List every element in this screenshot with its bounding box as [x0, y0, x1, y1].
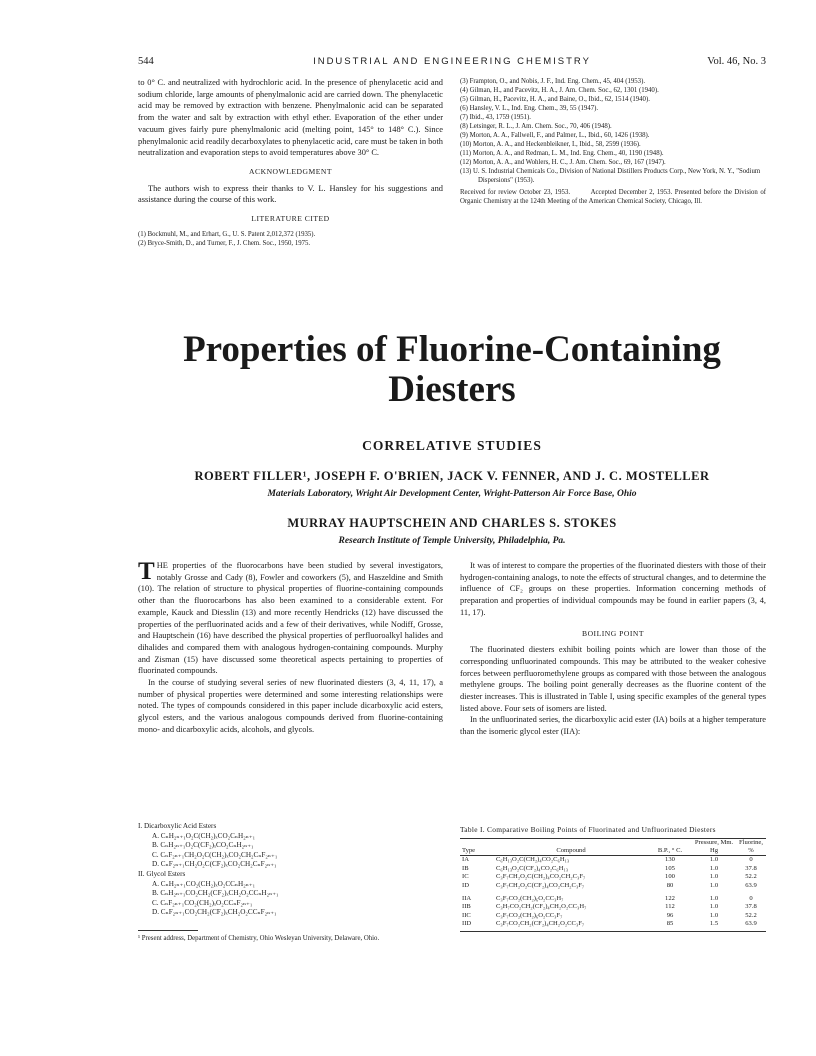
cell-bp: 112: [665, 903, 675, 911]
table-row: [460, 856, 766, 864]
reference: (13) U. S. Industrial Chemicals Co., Division of National Distillers Products Corp., New York, N. Y., "Sodium Dispersions" (1953).: [460, 168, 761, 184]
cell-pressure: 1.0: [709, 881, 719, 889]
cell-pressure: 1.5: [709, 920, 719, 928]
cell-type: ID: [462, 881, 469, 889]
body-paragraph: It was of interest to compare the properties of the fluorinated diesters with those of their hydrogen-containing analogs, to note the effects of structural changes, and to determine the influence of CF₂ groups on these properties. Information concerning methods of preparation and properties of individual compounds may be found in earlier papers (3, 4, 11, 17).: [460, 561, 766, 617]
title-line-2: Diesters: [388, 369, 516, 410]
list-item: C. CₙF₂ₙ₊₁CO₂(CH₂)ₓO₂CCₙF₂ₙ₊₁: [152, 898, 253, 907]
authors-line-2: MURRAY HAUPTSCHEIN AND CHARLES S. STOKES: [287, 516, 617, 530]
cell-compound: C₃F₇CO₂(CH₂)₆O₂CC₃F₇: [496, 911, 563, 919]
affiliation-2: Research Institute of Temple University, Philadelphia, Pa.: [338, 536, 566, 546]
table-1: [460, 825, 766, 932]
cell-compound: C₃F₇CO₂(CH₂)₆O₂CC₃H₇: [496, 895, 564, 903]
cell-type: IID: [462, 920, 472, 928]
body-paragraph: The fluorinated diesters exhibit boiling points which are lower than those of the corresponding unfluorinated compounds. This may be attributed to the weaker cohesive forces between perfluoromethylene groups as compared with those between the analogous methylene groups. The boiling point generally decreases as the fluorine content of the diester increases. This is illustrated in Table I, using specific examples of the general types listed above. Four sets of isomers are listed.: [460, 645, 766, 713]
cell-type: IC: [462, 873, 469, 881]
affiliation-1: Materials Laboratory, Wright Air Development Center, Wright-Patterson Air Force Base, Ohio: [267, 489, 637, 499]
title-line-1: Properties of Fluorine-Containing: [183, 329, 721, 370]
reference: (1) Bockmuhl, M., and Erhart, G., U. S. Patent 2,012,372 (1935).: [138, 230, 316, 238]
cell-type: IIB: [462, 903, 471, 911]
authors-line-1: ROBERT FILLER¹, JOSEPH F. O'BRIEN, JACK V. FENNER, AND J. C. MOSTELLER: [194, 469, 710, 483]
footnote: [138, 930, 443, 943]
cell-bp: 96: [666, 911, 674, 919]
header-compound: Compound: [556, 847, 586, 854]
table-bottom-rule: [460, 931, 766, 932]
boiling-point-heading: BOILING POINT: [582, 628, 644, 638]
prev-article-paragraph: to 0° C. and neutralized with hydrochloric acid. In the presence of phenylacetic acid and sodium chloride, large amounts of phenylmalonic acid are carried down. The phenylacetic acid may be removed by extraction with benzene. Phenylmalonic acid can be separated from the water and salt by extraction with ethyl ether. Evaporation of the ether under vacuum gives fairly pure phenylmalonic acid (melting point, 145° to 148° C.). Since phenylmalonic acid readily decarboxylates to phenylacetic acid, care must be taken in both neutralization and evaporation steps to avoid temperatures above 30° C.: [138, 78, 443, 158]
cell-bp: 130: [665, 856, 675, 864]
footnote-rule: [138, 930, 198, 931]
cell-fluorine: 52.2: [745, 911, 757, 919]
reference: (2) Bryce-Smith, D., and Turner, F., J. Chem. Soc., 1950, 1975.: [138, 239, 311, 247]
list-item: D. CₙF₂ₙ₊₁CH₂O₂C(CF₂)ₓCO₂CH₂CₙF₂ₙ₊₁: [152, 860, 277, 869]
accepted-date: Accepted December 2, 1953.: [590, 189, 673, 196]
table-row: [460, 873, 766, 881]
list-item: C. CₙF₂ₙ₊₁CH₂O₂C(CH₂)ₓCO₂CH₂CₙF₂ₙ₊₁: [152, 850, 278, 859]
boiling-point-table: [460, 839, 766, 929]
reference: (9) Morton, A. A., Fallwell, F., and Palmer, L., Ibid., 60, 1426 (1938).: [460, 132, 650, 139]
cell-type: IIA: [462, 895, 472, 903]
cell-compound: C₃F₇CH₂O₂C(CH₂)₄CO₂CH₂C₃F₇: [496, 873, 586, 881]
table-row: [460, 895, 766, 903]
cell-type: IB: [462, 864, 469, 872]
ester-type-list: [138, 822, 443, 918]
cell-compound: C₆H₁₃O₂C(CH₂)₄CO₂C₆H₁₃: [496, 856, 570, 864]
reference: (11) Morton, A. A., and Redman, L. M., Ind. Eng. Chem., 40, 1190 (1948).: [460, 150, 664, 157]
cell-fluorine: 0: [749, 895, 753, 903]
cell-pressure: 1.0: [709, 873, 719, 881]
cell-fluorine: 63.9: [745, 920, 757, 928]
received-note: [460, 188, 766, 206]
journal-name: INDUSTRIAL AND ENGINEERING CHEMISTRY: [313, 56, 591, 67]
table-row: [460, 912, 766, 920]
cell-pressure: 1.0: [709, 856, 719, 864]
cell-pressure: 1.0: [709, 903, 719, 911]
lit-cited-heading: LITERATURE CITED: [251, 214, 330, 224]
table-header-row: [460, 839, 766, 856]
list-item: B. CₙH₂ₙ₊₁O₂C(CF₂)ₓCO₂CₙH₂ₙ₊₁: [152, 841, 254, 850]
reference: (4) Gilman, H., and Pacevitz, H. A., J. Am. Chem. Soc., 62, 1301 (1940).: [460, 87, 659, 94]
intro-text: HE properties of the fluorocarbons have been studied by several investigators, notably Grosse and Cady (8), Fowler and coworkers (5), and Haszeldine and Smith (10). The relation of structure to physical properties of fluorine-containing compounds other than the fluorocarbons has also been examined to a considerable extent. For example, Kauck and Diesslin (13) and more recently Hendricks (12) have discussed the properties of the perfluorinated acids and a few of their derivatives, while Nodiff, Grosse, and Hauptschein (16) have described the physical properties of perfluoroalkyl halides and dihalides and compared them with analogous hydrogen-containing compounds. Murphy and Zisman (15) have discussed some theoretical aspects pertaining to properties of fluorinated compounds.: [138, 561, 443, 676]
body-paragraph: In the unfluorinated series, the dicarboxylic acid ester (IA) boils at a higher temperature than the isomeric glycol ester (IIA):: [460, 715, 766, 737]
reference: (6) Hansley, V. L., Ind. Eng. Chem., 39, 55 (1947).: [460, 105, 599, 112]
list-item: D. CₙF₂ₙ₊₁CO₂CH₂(CF₂)ₓCH₂O₂CCₙF₂ₙ₊₁: [152, 908, 277, 917]
cell-fluorine: 37.8: [745, 903, 757, 911]
reference: (7) Ibid., 43, 1759 (1951).: [460, 114, 531, 121]
article-title: [138, 330, 766, 410]
reference: (12) Morton, A. A., and Wohlers, H. C., J. Am. Chem. Soc., 69, 167 (1947).: [460, 159, 666, 166]
reference: (10) Morton, A. A., and Heckenbleikner, I., Ibid., 58, 2599 (1936).: [460, 141, 641, 148]
cell-compound: C₃F₇CO₂CH₂(CF₂)₄CH₂O₂CC₃F₇: [496, 920, 585, 928]
cell-fluorine: 52.2: [745, 873, 757, 881]
list-item: A. CₙH₂ₙ₊₁O₂C(CH₂)ₓCO₂CₙH₂ₙ₊₁: [152, 831, 256, 840]
header-fluorine: Fluorine, %: [739, 838, 763, 854]
list-group-heading: II. Glycol Esters: [138, 869, 186, 878]
cell-type: IA: [462, 856, 469, 864]
volume-issue: Vol. 46, No. 3: [707, 56, 766, 67]
ack-text: The authors wish to express their thanks to V. L. Hansley for his suggestions and assistance during the course of this work.: [138, 183, 443, 205]
intro-paragraph: [138, 560, 443, 677]
body-left-column: [138, 560, 443, 736]
cell-pressure: 1.0: [709, 864, 719, 872]
cell-type: IIC: [462, 911, 471, 919]
table-row: [460, 920, 766, 928]
received-date: Received for review October 23, 1953.: [460, 189, 571, 196]
footnote-text: ¹ Present address, Department of Chemistry, Ohio Wesleyan University, Delaware, Ohio.: [138, 935, 380, 942]
reference: (5) Gilman, H., Pacevitz, H. A., and Baine, O., Ibid., 62, 1514 (1940).: [460, 96, 650, 103]
reference: (8) Letsinger, R. L., J. Am. Chem. Soc., 70, 406 (1948).: [460, 123, 612, 130]
body-right-column: [460, 560, 766, 738]
list-item: B. CₙH₂ₙ₊₁CO₂CH₂(CF₂)ₓCH₂O₂CCₙH₂ₙ₊₁: [152, 889, 279, 898]
article-subtitle: CORRELATIVE STUDIES: [362, 438, 542, 453]
cell-bp: 85: [666, 920, 674, 928]
drop-cap: T: [138, 558, 155, 585]
table-row: [460, 882, 766, 890]
cell-bp: 105: [665, 864, 675, 872]
table-row: [460, 903, 766, 911]
cell-bp: 80: [666, 881, 674, 889]
ack-heading: ACKNOWLEDGMENT: [249, 166, 332, 176]
cell-bp: 100: [665, 873, 675, 881]
body-paragraph: In the course of studying several series of new fluorinated diesters (3, 4, 11, 17), a number of physical properties were determined and some interesting relationships were noted. The types of compounds considered in this paper include dicarboxylic acid esters, glycol esters, and the various analogous compounds derived from fluorine-containing mono- and dicarboxylic acids, alcohols, and glycols.: [138, 678, 443, 734]
header-type: Type: [462, 847, 476, 854]
table-label: Table I.: [460, 825, 485, 834]
page-number: 544: [138, 56, 154, 67]
header-pressure: Pressure, Mm. Hg: [694, 838, 734, 854]
table-title: Comparative Boiling Points of Fluorinated and Unfluorinated Diesters: [487, 825, 716, 834]
table-row: [460, 865, 766, 873]
cell-compound: C₆H₁₃O₂C(CF₂)₄CO₂C₆H₁₃: [496, 864, 569, 872]
prev-article-left-column: [138, 77, 443, 248]
cell-fluorine: 37.8: [745, 864, 757, 872]
cell-pressure: 1.0: [709, 911, 719, 919]
table-caption: [460, 825, 766, 835]
cell-pressure: 1.0: [709, 895, 719, 903]
list-item: A. CₙH₂ₙ₊₁CO₂(CH₂)ₓO₂CCₙH₂ₙ₊₁: [152, 879, 256, 888]
presented-note: Presented before the Division of Organic Chemistry at the 124th Meeting of the American Chemical Society, Chicago, Ill.: [460, 189, 767, 205]
prev-article-right-column: [460, 77, 766, 206]
cell-fluorine: 0: [749, 856, 753, 864]
cell-compound: C₃F₇CH₂O₂C(CF₂)₄CO₂CH₂C₃F₇: [496, 881, 585, 889]
cell-fluorine: 63.9: [745, 881, 757, 889]
list-group-heading: I. Dicarboxylic Acid Esters: [138, 822, 217, 830]
cell-compound: C₃H₇CO₂CH₂(CF₂)₄CH₂O₂CC₃H₇: [496, 903, 587, 911]
cell-bp: 122: [665, 895, 675, 903]
reference: (3) Frampton, O., and Nobis, J. F., Ind. Eng. Chem., 45, 404 (1953).: [460, 78, 646, 85]
header-bp: B.P., ° C.: [657, 847, 683, 854]
